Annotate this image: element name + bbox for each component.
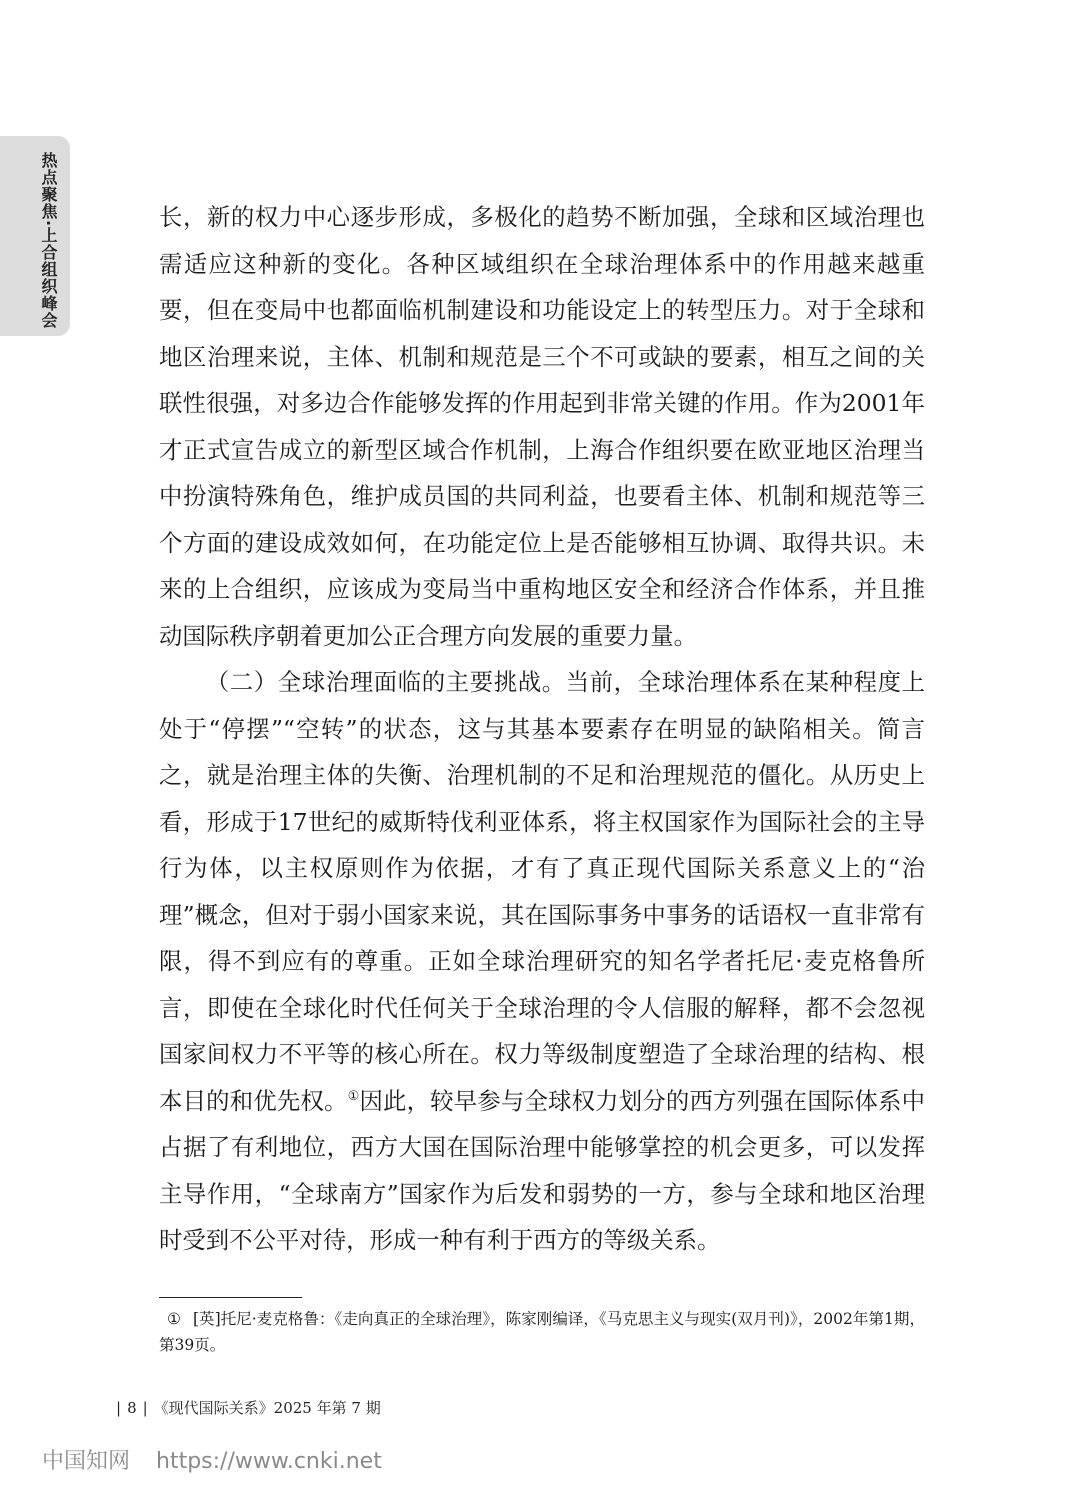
paragraph-1: 长，新的权力中心逐步形成，多极化的趋势不断加强，全球和区域治理也需适应这种新的变化。各种区域组织在全球治理体系中的作用越来越重要，但在变局中也都面临机制建设和功能设定上的转型压力。对于全球和地区治理来说，主体、机制和规范是三个不可或缺的要素，相互之间的关联性很强，对多边合作能够发挥的作用起到非常关键的作用。作为2001年才正式宣告成立的新型区域合作机制，上海合作组织要在欧亚地区治理当中扮演特殊角色，维护成员国的共同利益，也要看主体、机制和规范等三个方面的建设成效如何，在功能定位上是否能够相互协调、取得共识。未来的上合组织，应该成为变局当中重构地区安全和经济合作体系，并且推动国际秩序朝着更加公正合理方向发展的重要力量。 (159, 203, 925, 650)
section-tab-label: 热点聚焦·上合组织峰会 (39, 152, 58, 330)
watermark-brand: 中国知网 (42, 1449, 131, 1474)
footnote-mark: ① (167, 1310, 181, 1328)
journal-issue: 《现代国际关系》2025 年第 7 期 (153, 1399, 381, 1417)
page-footer (110, 1397, 381, 1418)
paragraph-2 (159, 659, 925, 1264)
footnote-reference[interactable]: ① (347, 1088, 360, 1104)
footer-divider-right: | (142, 1399, 148, 1417)
article-body (159, 194, 925, 1264)
footnote-text: [英]托尼·麦克格鲁：《走向真正的全球治理》，陈家刚编译，《马克思主义与现实(双月刊)》，2002年第1期，第39页。 (159, 1310, 925, 1354)
footnote-divider (159, 1297, 302, 1298)
footer-divider-left: | (116, 1399, 122, 1417)
page-number: 8 (127, 1399, 137, 1417)
footnote (159, 1306, 925, 1358)
paragraph-2-text-a: （二）全球治理面临的主要挑战。当前，全球治理体系在某种程度上处于“停摆”“空转”的状态，这与其基本要素存在明显的缺陷相关。简言之，就是治理主体的失衡、治理机制的不足和治理规范的僵化。从历史上看，形成于17世纪的威斯特伐利亚体系，将主权国家作为国际社会的主导行为体，以主权原则作为依据，才有了真正现代国际关系意义上的“治理”概念，但对于弱小国家来说，其在国际事务中事务的话语权一直非常有限，得不到应有的尊重。正如全球治理研究的知名学者托尼·麦克格鲁所言，即使在全球化时代任何关于全球治理的令人信服的解释，都不会忽视国家间权力不平等的核心所在。权力等级制度塑造了全球治理的结构、根本目的和优先权。 (159, 668, 925, 1115)
watermark-url[interactable]: https://www.cnki.net (156, 1449, 382, 1474)
paragraph-2-text-b: 因此，较早参与全球权力划分的西方列强在国际体系中占据了有利地位，西方大国在国际治理中能够掌控的机会更多，可以发挥主导作用，“全球南方”国家作为后发和弱势的一方，参与全球和地区治理时受到不公平对待，形成一种有利于西方的等级关系。 (159, 1086, 926, 1254)
watermark (42, 1444, 382, 1475)
